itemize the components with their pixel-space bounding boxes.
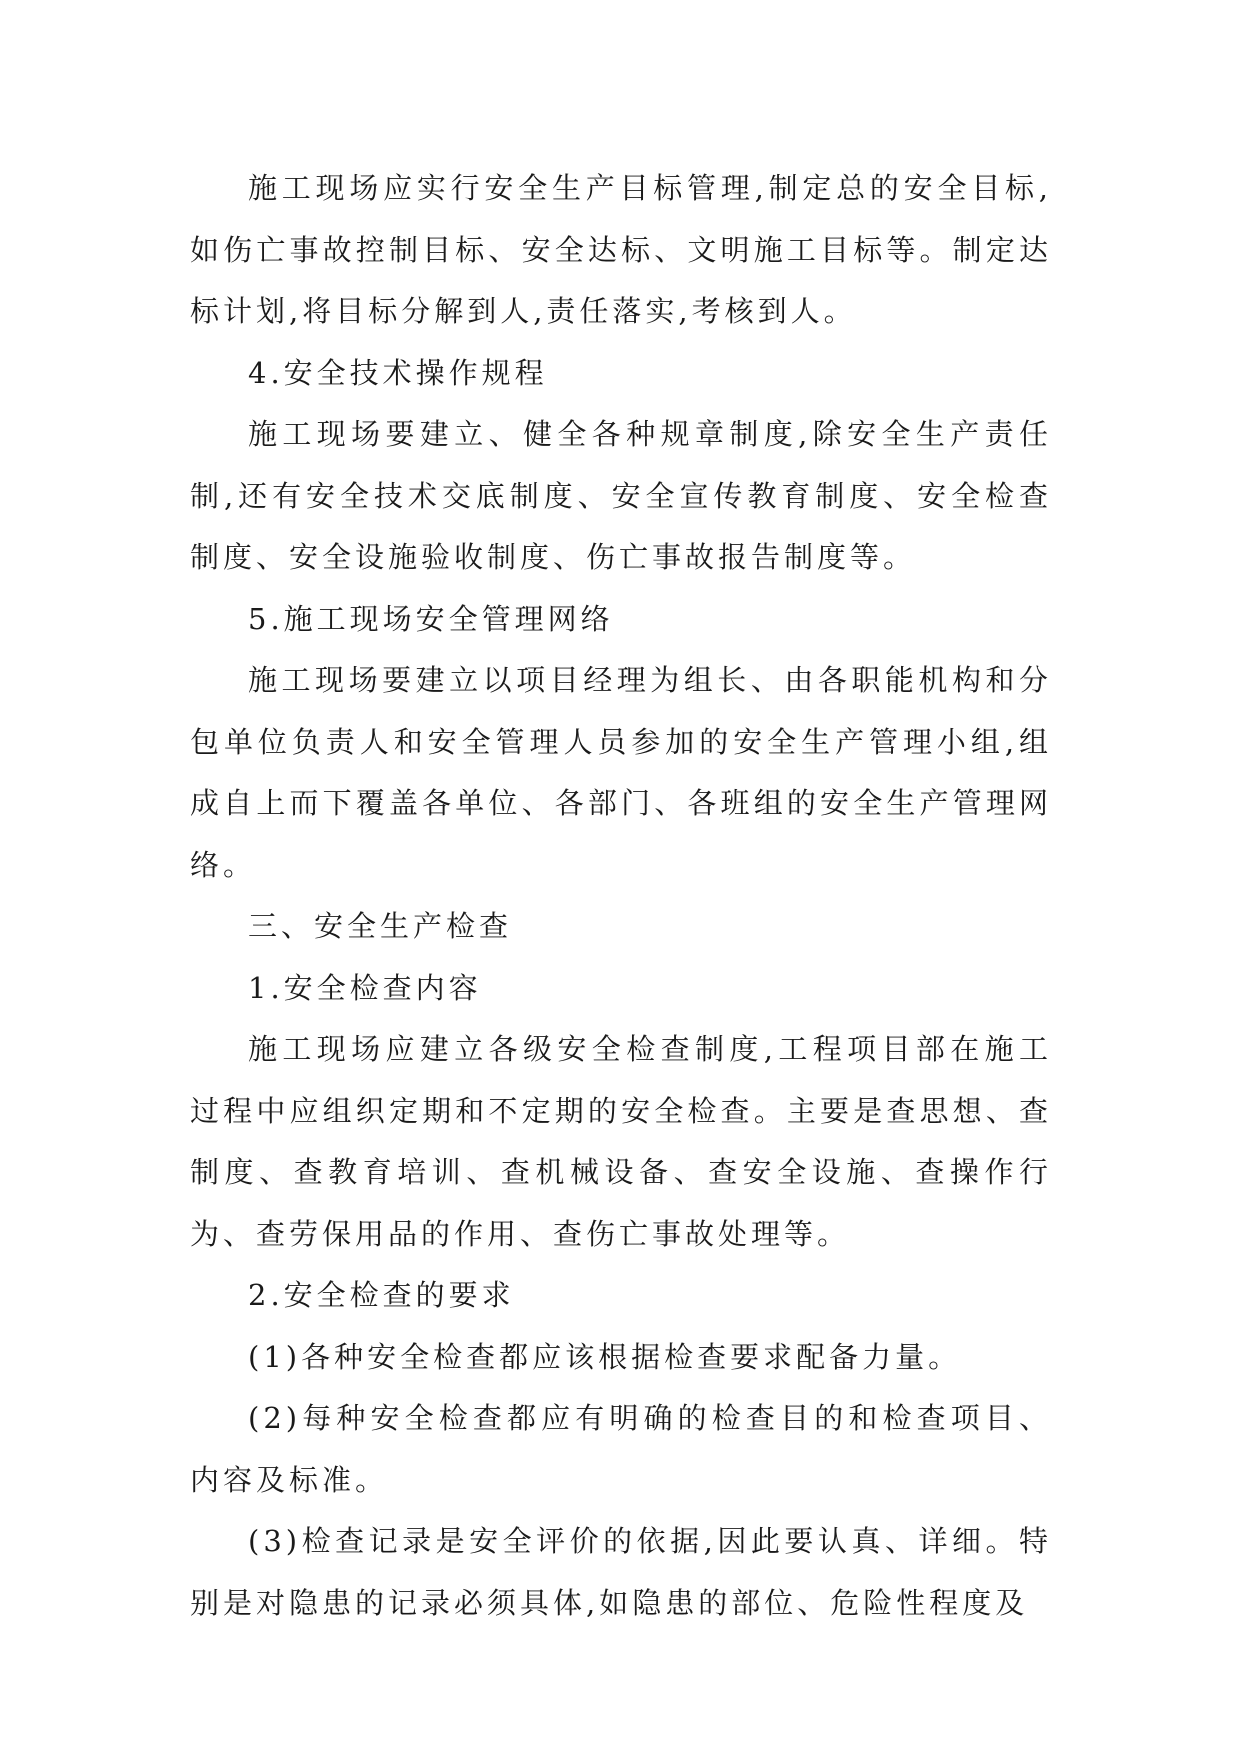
heading-inspection-requirements: 2.安全检查的要求 bbox=[248, 1278, 515, 1312]
paragraph-safety-target-management: 施工现场应实行安全生产目标管理,制定总的安全目标,如伤亡事故控制目标、安全达标、文明施工目标等。制定达标计划,将目标分解到人,责任落实,考核到人。 bbox=[190, 171, 1052, 328]
heading-safety-operating-procedures: 4.安全技术操作规程 bbox=[248, 355, 548, 390]
heading-inspection-content: 1.安全检查内容 bbox=[248, 970, 482, 1005]
paragraph-requirement-3: (3)检查记录是安全评价的依据,因此要认真、详细。特别是对隐患的记录必须具体,如隐患的部位、危险性程度及 bbox=[190, 1524, 1052, 1620]
heading-safety-production-inspection: 三、安全生产检查 bbox=[248, 909, 513, 943]
paragraph-inspection-system: 施工现场应建立各级安全检查制度,工程项目部在施工过程中应组织定期和不定期的安全检查。主要是查思想、查制度、查教育培训、查机械设备、查安全设施、查操作行为、查劳保用品的作用、查伤亡事故处理等。 bbox=[190, 1032, 1052, 1251]
paragraph-requirement-1: (1)各种安全检查都应该根据检查要求配备力量。 bbox=[248, 1339, 962, 1374]
heading-safety-management-network: 5.施工现场安全管理网络 bbox=[248, 601, 614, 636]
document-body bbox=[190, 158, 1052, 1634]
paragraph-management-group: 施工现场要建立以项目经理为组长、由各职能机构和分包单位负责人和安全管理人员参加的安全生产管理小组,组成自上而下覆盖各单位、各部门、各班组的安全生产管理网络。 bbox=[190, 663, 1052, 882]
paragraph-rules-and-regulations: 施工现场要建立、健全各种规章制度,除安全生产责任制,还有安全技术交底制度、安全宣传教育制度、安全检查制度、安全设施验收制度、伤亡事故报告制度等。 bbox=[190, 417, 1052, 574]
paragraph-requirement-2: (2)每种安全检查都应有明确的检查目的和检查项目、内容及标准。 bbox=[190, 1401, 1052, 1497]
